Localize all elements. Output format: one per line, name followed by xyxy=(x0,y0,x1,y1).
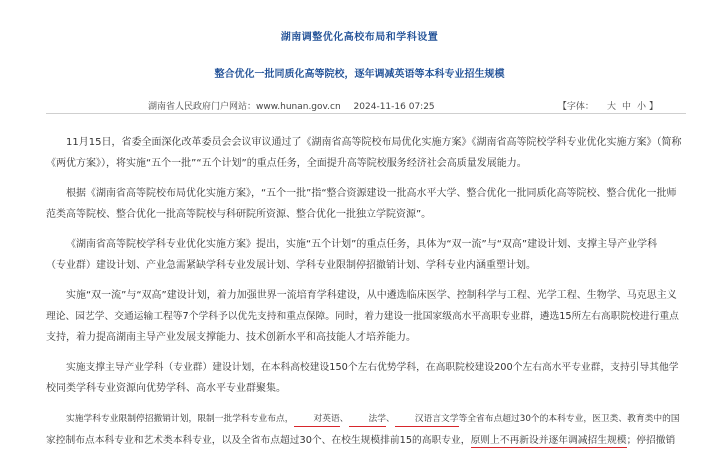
underlined-phrase: 原则上不再新设并逐年调减招生规模 xyxy=(470,435,627,446)
paragraph-line: 根据《湖南省高等院校布局优化实施方案》，“五个一批”指“整合资源建设一批高水平大学、整合优化一批同质化高等院校、整合优化一批师 xyxy=(66,188,677,199)
header-divider xyxy=(46,113,686,114)
text-segment: 实施学科专业限制停招撤销计划，限制一批学科专业布点， xyxy=(66,414,294,424)
underlined-phrase: 汉语言文学 xyxy=(395,413,459,427)
paragraph-line: 实施“双一流”与“双高”建设计划，着力加强世界一流培育学科建设，从中遴选临床医学、控制科学与工程、光学工程、生物学、马克思主义 xyxy=(66,290,677,301)
paragraph-line: 范类高等院校、整合优化一批高等院校与科研院所资源、整合优化一批独立学院资源”。 xyxy=(46,209,432,220)
paragraph-line xyxy=(46,430,686,451)
paragraph-line: 实施支撑主导产业学科（专业群）建设计划，在本科高校建设150个左右优势学科，在高职院校建设200个左右高水平专业群，支持引导其他学 xyxy=(66,362,679,373)
paragraph-line: （专业群）建设计划、产业急需紧缺学科专业发展计划、学科专业限制停招撤销计划、学科专业内涵重塑计划。 xyxy=(46,260,536,271)
article-meta xyxy=(148,99,668,112)
font-size-control xyxy=(558,99,668,112)
article-subtitle: 整合优化一批同质化高等院校，逐年调减英语等本科专业招生规模 xyxy=(214,69,505,80)
paragraph-line: 11月15日，省委全面深化改革委员会会议审议通过了《湖南省高等院校布局优化实施方案》《湖南省高等院校学科专业优化实施方案》（简称 xyxy=(66,137,682,148)
article-title: 湖南调整优化高校布局和学科设置 xyxy=(280,32,439,43)
font-size-medium-button[interactable]: 中 xyxy=(621,102,631,112)
source-link[interactable]: 湖南省人民政府门户网站：www.hunan.gov.cn xyxy=(148,102,341,112)
paragraph-5 xyxy=(46,357,686,399)
paragraph-4 xyxy=(46,285,686,348)
font-size-small-button[interactable]: 小 xyxy=(636,102,646,112)
paragraph-3 xyxy=(46,234,686,276)
paragraph-1 xyxy=(46,132,686,174)
paragraph-line: 支持，着力提高湖南主导产业发展支撑能力、技术创新水平和高技能人才培养能力。 xyxy=(46,332,416,343)
paragraph-line: 理论、园艺学、交通运输工程等7个学科予以优先支持和重点保障。同时，着力建设一批国家级高水平高职专业群，遴选15所左右高职院校进行重点 xyxy=(46,311,679,322)
font-size-large-button[interactable]: 大 xyxy=(606,102,616,112)
font-size-label: 【字体： xyxy=(557,102,594,112)
text-segment: 等全省布点超过30个的本科专业，医卫类、教育类中的国 xyxy=(458,414,680,424)
paragraph-line: 《湖南省高等院校学科专业优化实施方案》提出，实施“五个计划”的重点任务，具体为“双一流”与“双高”建设计划、支撑主导产业学科 xyxy=(66,239,658,250)
font-size-bracket: 】 xyxy=(648,102,658,112)
underlined-phrase: 对英语 xyxy=(294,413,340,427)
paragraph-line: 《两优方案》），将实施“五个一批”“五个计划”的重点任务，全面提升高等院校服务经济社会高质量发展能力。 xyxy=(46,158,527,169)
text-segment: 、 xyxy=(339,414,349,424)
paragraph-6 xyxy=(46,409,686,451)
underlined-phrase: 法学 xyxy=(349,413,387,427)
text-segment: 、 xyxy=(386,414,395,424)
paragraph-line xyxy=(46,409,686,430)
publish-datetime: 2024-11-16 07:25 xyxy=(353,102,435,112)
text-segment: ；停招撤销 xyxy=(626,435,676,446)
paragraph-line: 校同类学科专业资源向优势学科、高水平专业群聚集。 xyxy=(46,383,286,394)
paragraph-2 xyxy=(46,183,686,225)
text-segment: 家控制布点本科专业和艺术类本科专业，以及全省布点超过30个、在校生规模排前15的高职专业， xyxy=(46,435,471,446)
